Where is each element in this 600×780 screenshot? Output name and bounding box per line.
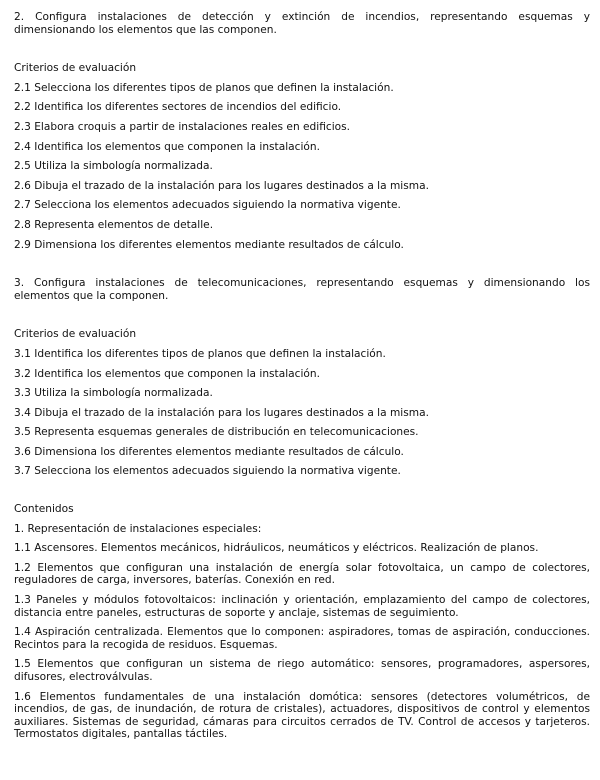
criterion-2-6: 2.6 Dibuja el trazado de la instalación para los lugares destinados a la misma. (14, 179, 429, 192)
contenido-item: 1.6 Elementos fundamentales de una instalación domótica: sensores (detectores volumétricos, de incendios, de gas, de inundación, de rotura de cristales), actuadores, dispositivos de control y elementos auxiliares. Sistemas de seguridad, cámaras para circuitos cerrados de TV. Control de accesos y tarjeteros. Termostatos digitales, pantallas táctiles. (14, 690, 590, 741)
section-2-heading: 2. Configura instalaciones de detección y extinción de incendios, representando esquemas y dimensionando los elementos que las componen. (14, 11, 590, 36)
section-2-criteria-title: Criterios de evaluación (14, 62, 137, 75)
criterion-2-4: 2.4 Identifica los elementos que componen la instalación. (14, 140, 320, 153)
spacer (14, 43, 590, 62)
criterion-2-3: 2.3 Elabora croquis a partir de instalaciones reales en edificios. (14, 120, 351, 133)
criterion-3-4: 3.4 Dibuja el trazado de la instalación para los lugares destinados a la misma. (14, 406, 429, 419)
criterion-3-1: 3.1 Identifica los diferentes tipos de planos que definen la instalación. (14, 347, 386, 360)
spacer (14, 309, 590, 328)
criterion-2-2: 2.2 Identifica los diferentes sectores de incendios del edificio. (14, 101, 342, 114)
criterion-3-6: 3.6 Dimensiona los diferentes elementos mediante resultados de cálculo. (14, 445, 404, 458)
criterion-2-7: 2.7 Selecciona los elementos adecuados siguiendo la normativa vigente. (14, 199, 401, 212)
contenidos-title: Contenidos (14, 503, 74, 516)
contenido-item: 1.2 Elementos que configuran una instalación de energía solar fotovoltaica, un campo de colectores, reguladores de carga, inversores, baterías. Conexión en red. (14, 561, 590, 587)
spacer (14, 258, 590, 277)
criterion-2-9: 2.9 Dimensiona los diferentes elementos mediante resultados de cálculo. (14, 238, 404, 251)
criterion-3-3: 3.3 Utiliza la simbología normalizada. (14, 387, 213, 400)
contenido-item: 1.1 Ascensores. Elementos mecánicos, hidráulicos, neumáticos y eléctricos. Realización de planos. (14, 542, 539, 555)
criterion-2-1: 2.1 Selecciona los diferentes tipos de planos que definen la instalación. (14, 81, 394, 94)
contenido-item: 1.4 Aspiración centralizada. Elementos que lo componen: aspiradores, tomas de aspiración, conducciones. Recintos para la recogida de residuos. Esquemas. (14, 626, 590, 651)
section-3-heading: 3. Configura instalaciones de telecomunicaciones, representando esquemas y dimensionando los elementos que la componen. (14, 277, 590, 302)
criterion-2-8: 2.8 Representa elementos de detalle. (14, 218, 214, 231)
contenido-item: 1.3 Paneles y módulos fotovoltaicos: inclinación y orientación, emplazamiento del campo de colectores, distancia entre paneles, estructuras de soporte y anclaje, sistemas de seguimiento. (14, 594, 590, 619)
spacer (14, 485, 590, 503)
criterion-3-2: 3.2 Identifica los elementos que componen la instalación. (14, 367, 320, 380)
criterion-2-5: 2.5 Utiliza la simbología normalizada. (14, 160, 213, 173)
contenido-item: 1. Representación de instalaciones especiales: (14, 522, 262, 535)
contenido-item: 1.5 Elementos que configuran un sistema de riego automático: sensores, programadores, aspersores, difusores, electroválvulas. (14, 658, 590, 683)
criterion-3-5: 3.5 Representa esquemas generales de distribución en telecomunicaciones. (14, 426, 419, 439)
section-3-criteria-title: Criterios de evaluación (14, 328, 137, 341)
criterion-3-7: 3.7 Selecciona los elementos adecuados siguiendo la normativa vigente. (14, 465, 401, 478)
